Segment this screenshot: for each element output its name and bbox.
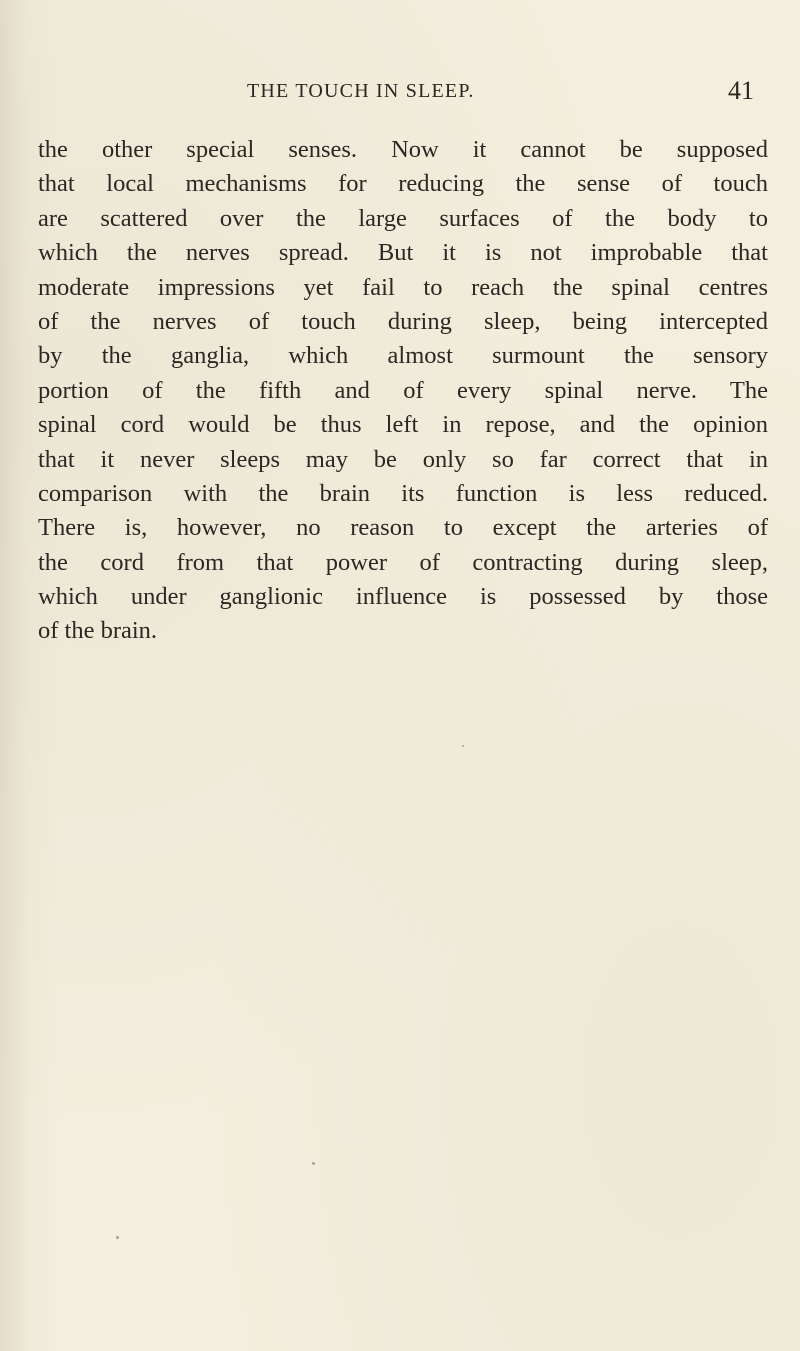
running-title: THE TOUCH IN SLEEP. bbox=[247, 80, 475, 102]
text-line: that local mechanisms for reducing the sense of touch bbox=[38, 170, 768, 198]
paper-speck bbox=[462, 745, 464, 747]
page-number: 41 bbox=[728, 76, 754, 105]
text-line: There is, however, no reason to except the arteries of bbox=[38, 514, 768, 542]
text-line: which under ganglionic influence is possessed by those bbox=[38, 583, 768, 611]
text-line: the other special senses. Now it cannot be supposed bbox=[38, 136, 768, 163]
page-header bbox=[0, 76, 800, 108]
text-line: comparison with the brain its function is less reduced. bbox=[38, 479, 768, 507]
text-line: moderate impressions yet fail to reach the spinal centres bbox=[38, 273, 768, 301]
text-line: that it never sleeps may be only so far correct that in bbox=[38, 445, 768, 473]
text-line: are scattered over the large surfaces of the body to bbox=[38, 204, 768, 232]
text-line: spinal cord would be thus left in repose, and the opinion bbox=[38, 411, 768, 439]
text-line: of the brain. bbox=[38, 617, 158, 645]
text-line: which the nerves spread. But it is not improbable that bbox=[38, 239, 768, 267]
text-line: the cord from that power of contracting during sleep, bbox=[38, 548, 768, 576]
paper-speck bbox=[312, 1162, 315, 1165]
text-line: by the ganglia, which almost surmount the sensory bbox=[38, 342, 768, 370]
text-line: of the nerves of touch during sleep, being intercepted bbox=[38, 307, 768, 335]
body-paragraph bbox=[38, 133, 768, 649]
paper-speck bbox=[116, 1236, 119, 1239]
text-line: portion of the fifth and of every spinal nerve. The bbox=[38, 376, 768, 404]
